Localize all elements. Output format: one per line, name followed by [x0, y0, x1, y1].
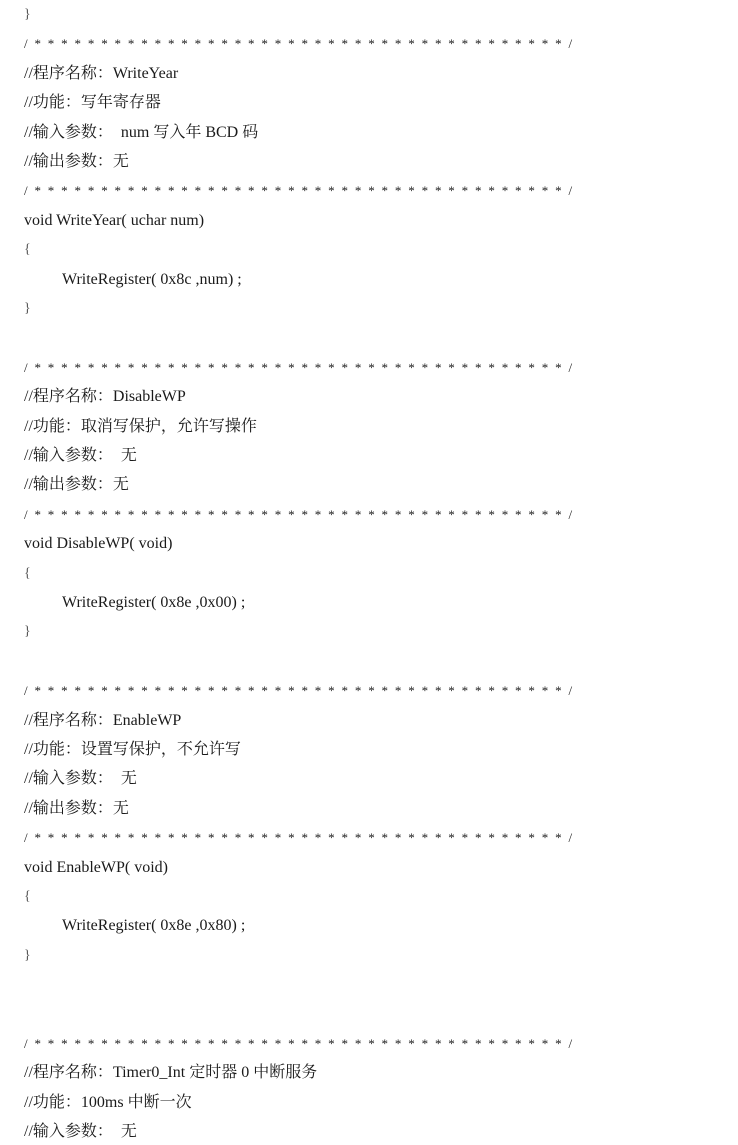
comment-line: //功能：写年寄存器	[24, 94, 161, 112]
code-brace: {	[24, 242, 31, 258]
comment-divider: / * * * * * * * * * * * * * * * * * * * * * * * * * * * * * * * * * * * * * * * * /	[24, 830, 573, 846]
comment-line: //程序名称：Timer0_Int 定时器 0 中断服务	[24, 1064, 318, 1082]
code-brace: }	[24, 7, 31, 22]
comment-line: //输出参数：无	[24, 799, 129, 817]
comment-line: //输入参数： num 写入年 BCD 码	[24, 123, 259, 141]
code-brace: {	[24, 565, 31, 581]
comment-line: //输入参数： 无	[24, 1123, 137, 1141]
comment-divider: / * * * * * * * * * * * * * * * * * * * * * * * * * * * * * * * * * * * * * * * * /	[24, 183, 573, 199]
code-line: WriteRegister( 0x8e ,0x80) ;	[62, 917, 246, 935]
comment-divider: / * * * * * * * * * * * * * * * * * * * * * * * * * * * * * * * * * * * * * * * * /	[24, 683, 573, 699]
code-brace: }	[24, 624, 31, 640]
comment-line: //功能：100ms 中断一次	[24, 1093, 192, 1111]
code-brace: {	[24, 889, 31, 904]
code-line: void EnableWP( void)	[24, 858, 168, 876]
comment-line: //程序名称：DisableWP	[24, 388, 186, 406]
comment-divider: / * * * * * * * * * * * * * * * * * * * * * * * * * * * * * * * * * * * * * * * * /	[24, 506, 573, 522]
comment-line: //功能：设置写保护，不允许写	[24, 741, 241, 758]
code-line: void DisableWP( void)	[24, 535, 173, 553]
comment-line: //输入参数： 无	[24, 770, 137, 788]
comment-divider: / * * * * * * * * * * * * * * * * * * * * * * * * * * * * * * * * * * * * * * * * /	[24, 359, 573, 375]
comment-line: //程序名称：WriteYear	[24, 64, 179, 82]
comment-divider: / * * * * * * * * * * * * * * * * * * * * * * * * * * * * * * * * * * * * * * * * /	[24, 1036, 573, 1051]
comment-divider: / * * * * * * * * * * * * * * * * * * * * * * * * * * * * * * * * * * * * * * * * /	[24, 36, 573, 52]
code-line: void WriteYear( uchar num)	[24, 211, 205, 229]
comment-line: //程序名称：EnableWP	[24, 711, 182, 729]
comment-line: //输出参数：无	[24, 153, 129, 170]
code-brace: }	[24, 301, 31, 316]
comment-line: //输出参数：无	[24, 476, 129, 494]
comment-line: //输入参数： 无	[24, 447, 137, 464]
code-line: WriteRegister( 0x8e ,0x00) ;	[62, 594, 246, 611]
code-brace: }	[24, 947, 31, 963]
comment-line: //功能：取消写保护，允许写操作	[24, 417, 257, 435]
code-line: WriteRegister( 0x8c ,num) ;	[62, 270, 242, 288]
